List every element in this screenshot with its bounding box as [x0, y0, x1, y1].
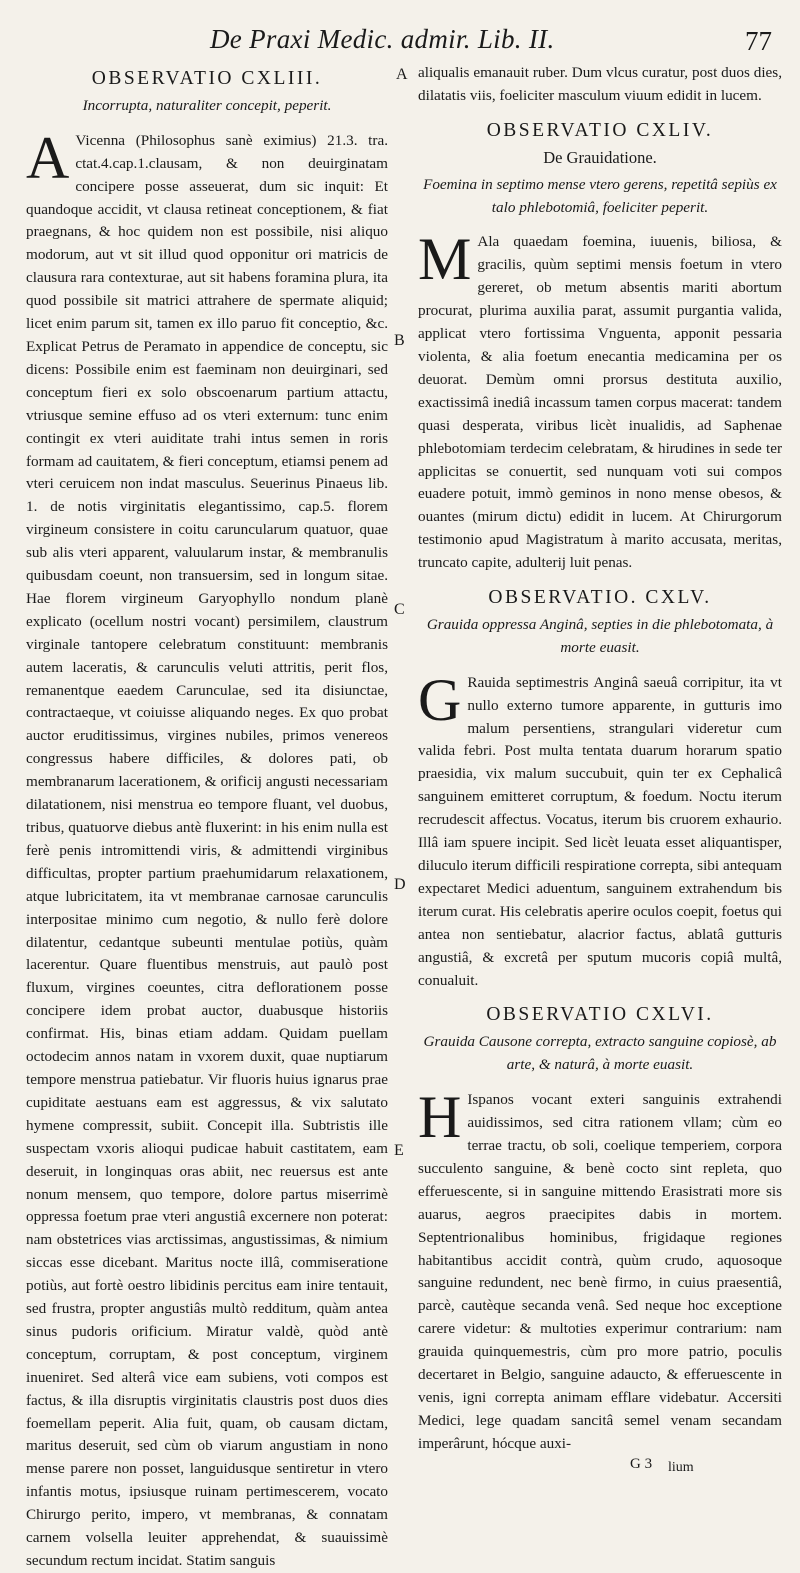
observation-144-subtitle: De Grauidatione. [543, 147, 657, 167]
drop-cap-a: A [26, 124, 70, 191]
observation-145-summary: Grauida oppressa Anginâ, septies in die phlebotomata, à morte euasit. [426, 615, 774, 656]
observation-143-subtitle: Incorrupta, naturaliter concepit, peperit. [82, 96, 332, 114]
observation-144-body [418, 226, 782, 575]
page-header [0, 20, 800, 60]
margin-letter-e: E [394, 1142, 404, 1159]
observation-145-body [418, 666, 782, 993]
observation-144-text: Ala quaedam foemina, iuuenis, biliosa, & gracilis, quùm septimi mensis foetum in vtero gereret, ob metum absentis mariti abortum procurat, plurima auxilia parat, assumit purgantia valida, applicat vtero fortissima Vnguenta, apponit pessaria violenta, & alia foetum enecantia medicamina per os deuorat. Demùm omni prorsus destituta auxilio, exactissimâ inediâ incassum tamen corpus macerat: tandem quasi desperata, viribus licèt inualidis, ad Saphenae phlebotomiam terdecim celebratam, & hirudines in sede ter applicitas se conuertit, sed nunquam voti sui compos euadere potuit, immò geminos in nono mense obesos, & ouantes (mirum dictu) edidit in lucem. At Chirurgorum testimonio apud Magistratum à marito accusata, meritas, truncato capite, adulterij luit penas. [418, 233, 782, 572]
margin-letter-c: C [394, 601, 405, 618]
margin-letter-b: B [394, 332, 405, 349]
drop-cap-g: G [418, 666, 462, 733]
observation-143-text: Vicenna (Philosophus sanè eximius) 21.3. tra. ctat.4.cap.1.clausam, & non deuirginatam concipere posse asseuerat, dum sic inquit: Et quandoque accidit, vt clausa retineat conceptionem, & fiat praegnans, & hoc quidem non est possibile, nisi aliquo modorum, aut vt sit illud quod opponitur ori matricis de clausura rara contexturae, aut sit habens foramina plura, ita quod possibile sit matrici attrahere de spermate aliquid; licet enim parum sit, tamen ex illo paruo fit conceptio, &c. Explicat Petrus de Peramato in appendice de conceptu, sic dicens: Possibile enim est faeminam non deuirginari, sed conceptum fieri ex solo obscoenarum partium attactu, vtriusque semine effuso ad os vteri externum: tunc enim contingit ex vteri auiditate trahi intus semen in roris formam ad cauitatem, & fieri conceptum, etiamsi penem ad vteri ceruicem non indat masculus. Seuerinus Pinaeus lib. 1. de notis virginitatis elegantissimo, cap.5. florem virgineum consistere in coitu caruncularum quatuor, quae sub alis vteri apparent, valuularum instar, & membranulis quibusdam coeunt, non transuersim, sed in longum sitae. Hae florem virgineum Garyophyllo nondum planè explicato (ocellum nostri vocant) persimilem, claustrum virginale tantopere celebratum constituunt: membranis autem laceratis, & carunculis veluti attritis, perit flos, remanentque eaedem Carunculae, sed ita disiunctae, contractaeque, vt coiuisse aliquando neges. Ex quo probat auctor eruditissimus, virgines nubiles, primos venereos congressus habere difficiles, & dolores pati, ob membranarum lacerationem, & orificij angusti necessariam dilatationem, nisi menstrua eo tempore fluant, vel duobus, tribus, quatuorve diebus antè fluxerint: in his enim nulla est ferè penis intromittendi viris, & admittendi virginibus difficultas, propter partium praehumidarum relaxationem, atque lubricitatem, ita vt membranae carnosae carunculis interpositae minimo cum negotio, & nullo ferè dolore dilatentur, cedantque subeunti mentulae potiùs, quàm lacerentur. Quare fluentibus menstruis, aut paulò post fluxum, virgines coeuntes, citra deflorationem posse concipere idem probat auctor, duabusque historiis confirmat. His, binas etiam addam. Quidam puellam octodecim annos natam in vxorem duxit, quae nuptiarum tempore menstrua patiebatur. Vir fluoris huius ignarus prae cupiditate aestuans eam est aggressus, & vix salutato hymene compressit, subiit. Concepit illa. Subtristis ille suspectam vxoris alioqui pudicae habuit castitatem, eam deseruit, in longinquas oras abiit, nec reuersus est ante nonum mensem, quo tempore, dolore partus miserrimè oppressa foetum prae vteri angustiâ excernere non poterat: nam obstetrices vias arctissimas, angustissimas, & nimium siccas esse dicebant. Maritus nocte illâ, commiseratione potiùs, aut fortè oestro libidinis percitus eam inire tentauit, sed frustra, propter angustiâs multò redditum, quàm antea sinus pudoris orificium. Miratur valdè, quòd antè conceptum, corruptam, & post conceptum, virginem inueniret. Sed alterâ vice eam subiens, voti compos est factus, & illa disruptis virginitatis claustris post duos dies foemellam peperit. Alia fuit, quam, ob causam dictam, maritus deseruit, sed cùm ob viarum angustiam in nono mense parere non posset, languidusque sentiretur in vtero infantis motus, ipsiusque ruinam pertimescerem, vocato Chirurgo perito, impero, vt membranas, & connatam carnem volsella leuiter apprehendat, & suauissimè secundum rectum incidat. Statim sanguis [26, 131, 388, 1569]
observation-145-title: OBSERVATIO. CXLV. [488, 587, 712, 609]
running-title: De Praxi Medic. admir. Lib. II. [210, 24, 555, 54]
observation-146-text: Ispanos vocant exteri sanguinis extrahendi auidissimos, sed citra rationem vllam; cùm eo terrae tractu, ob soli, coelique temperiem, corpora succulento sanguine, & benè cocto sint repleta, quo efferuescente, si in sanguine mittendo Erasistrati more sis auarus, aegros praecipites dabis in mortem. Septentrionalibus hominibus, frigidaque regiones habitantibus accidit contrà, quùm crudo, aquosoque sanguine redundent, nec benè firmo, in cuius praesentiâ, parcè, cautèque secanda venâ. Sed neque hoc exceptione carere videtur: & multoties experimur contrarium: nam grauida quinquemestris, cùm pro more patrio, poculis decertaret in Belgio, sanguine adaucto, & efferuescente in venis, igni correpta animam efflare videbatur. Accersiti Medici, lege quadam sancitâ semel venam secandam imperârunt, hócque auxi- [418, 1091, 782, 1452]
observation-143-title: OBSERVATIO CXLIII. [91, 68, 323, 89]
observation-146-summary: Grauida Causone correpta, extracto sanguine copiosè, ab arte, & naturâ, à morte euasit. [423, 1033, 777, 1074]
observation-143-body [26, 124, 388, 1573]
catchword: lium [668, 1460, 694, 1475]
left-column [26, 62, 388, 1573]
drop-cap-m: M [418, 226, 472, 293]
observation-143-continuation: aliqualis emanauit ruber. Dum vlcus curatur, post duos dies, dilatatis viis, foeliciter masculum viuum edidit in lucem. [418, 64, 782, 104]
drop-cap-h: H [418, 1084, 462, 1151]
right-column [418, 62, 782, 1456]
observation-146-body [418, 1084, 782, 1456]
margin-letter-d: D [394, 876, 406, 893]
observation-144-summary: Foemina in septimo mense vtero gerens, repetitâ sepiùs ex talo phlebotomiâ, foeliciter peperit. [423, 175, 777, 216]
signature-mark: G 3 [630, 1456, 653, 1472]
observation-145-text: Rauida septimestris Anginâ saeuâ corripitur, ita vt nullo externo tumore apparente, in gutturis imo malum persentiens, strangulari videretur cum valida febri. Post multa tentata duarum horarum spatio praesidia, vix malum succubuit, quin ter ex Cephalicâ sanguinem emitteret corruptum, & foedum. Noctu iterum recrudescit affectus. Vocatus, iterum bis cruorem exhaurio. Illâ iam spuere incipit. Sed licèt leuata esset aliquantisper, diluculo iterum difficili respiratione correpta, sibi antequam expectaret Medici aduentum, sanguinem extrahendum bis iterum curat. His celebratis aperire oculos coepit, foetus qui antea non sentiebatur, alacrior factus, ablatâ gutturis angustiâ, & excretâ per sputum mucoris copiâ multâ, conualuit. [418, 673, 782, 989]
observation-144-title: OBSERVATIO CXLIV. [486, 119, 714, 141]
observation-146-title: OBSERVATIO CXLVI. [486, 1004, 714, 1026]
page-number: 77 [745, 26, 772, 56]
margin-letter-a: A [396, 66, 408, 83]
